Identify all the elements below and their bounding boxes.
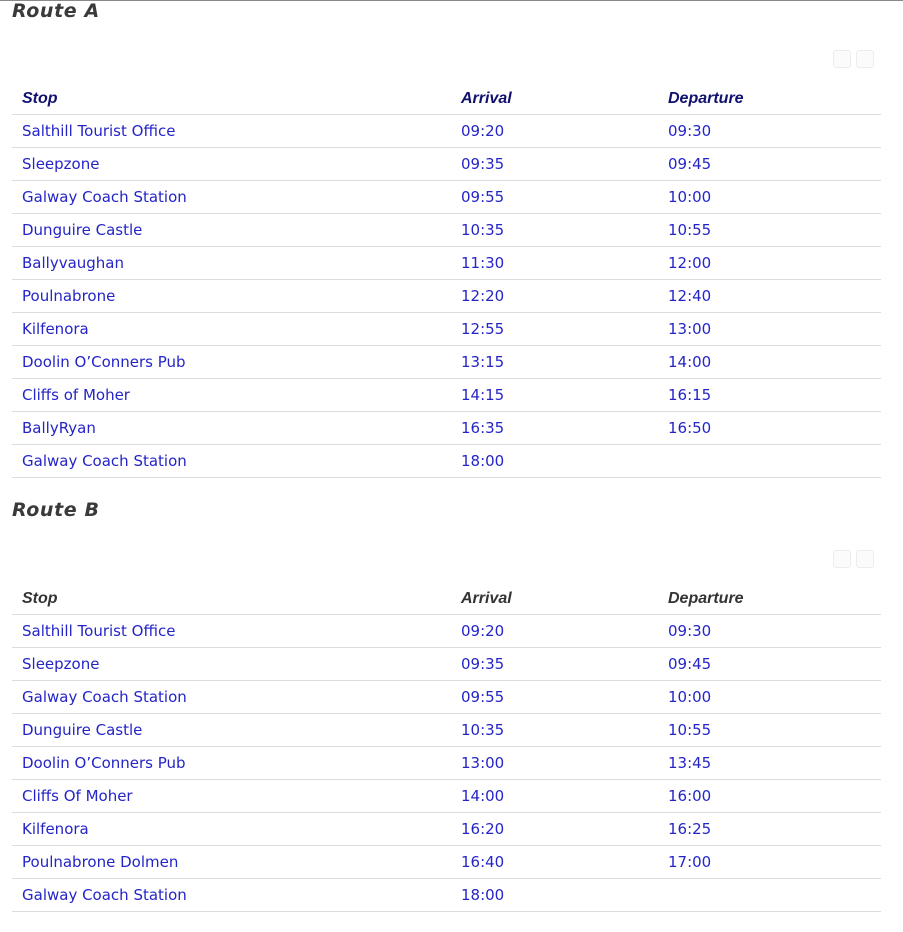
route-a-table-tools <box>833 50 874 68</box>
departure-cell: 09:30 <box>658 115 881 148</box>
departure-cell <box>658 445 881 478</box>
departure-cell: 10:00 <box>658 181 881 214</box>
table-row <box>12 412 881 445</box>
table-row <box>12 148 881 181</box>
stop-cell: Dunguire Castle <box>12 214 451 247</box>
arrival-cell: 09:20 <box>451 115 658 148</box>
table-row <box>12 747 881 780</box>
arrival-cell: 14:00 <box>451 780 658 813</box>
route-b-table-tools <box>833 550 874 568</box>
stop-cell: Galway Coach Station <box>12 681 451 714</box>
departure-cell: 10:00 <box>658 681 881 714</box>
arrival-column-header: Arrival <box>451 584 658 615</box>
departure-cell: 09:45 <box>658 148 881 181</box>
table-row <box>12 280 881 313</box>
table-row <box>12 181 881 214</box>
arrival-cell: 18:00 <box>451 445 658 478</box>
stop-cell: Kilfenora <box>12 313 451 346</box>
table-tool-button[interactable] <box>833 550 851 568</box>
table-row <box>12 813 881 846</box>
departure-cell: 12:40 <box>658 280 881 313</box>
arrival-cell: 09:20 <box>451 615 658 648</box>
table-row <box>12 313 881 346</box>
stop-cell: Doolin O’Conners Pub <box>12 747 451 780</box>
stop-cell: Salthill Tourist Office <box>12 115 451 148</box>
arrival-cell: 16:20 <box>451 813 658 846</box>
departure-cell: 16:15 <box>658 379 881 412</box>
route-a-timetable <box>12 84 881 478</box>
arrival-cell: 09:35 <box>451 148 658 181</box>
departure-cell: 09:45 <box>658 648 881 681</box>
table-row <box>12 780 881 813</box>
stop-cell: BallyRyan <box>12 412 451 445</box>
stop-cell: Kilfenora <box>12 813 451 846</box>
departure-cell: 10:55 <box>658 714 881 747</box>
stop-cell: Galway Coach Station <box>12 445 451 478</box>
stop-column-header: Stop <box>12 84 451 115</box>
departure-cell: 14:00 <box>658 346 881 379</box>
departure-cell <box>658 879 881 912</box>
departure-cell: 09:30 <box>658 615 881 648</box>
stop-column-header: Stop <box>12 584 451 615</box>
departure-cell: 16:50 <box>658 412 881 445</box>
stop-cell: Galway Coach Station <box>12 181 451 214</box>
departure-column-header: Departure <box>658 84 881 115</box>
arrival-cell: 16:35 <box>451 412 658 445</box>
table-row <box>12 247 881 280</box>
arrival-cell: 13:00 <box>451 747 658 780</box>
table-tool-button[interactable] <box>856 550 874 568</box>
table-row <box>12 115 881 148</box>
table-tool-button[interactable] <box>833 50 851 68</box>
departure-cell: 13:45 <box>658 747 881 780</box>
stop-cell: Ballyvaughan <box>12 247 451 280</box>
departure-cell: 13:00 <box>658 313 881 346</box>
departure-cell: 16:00 <box>658 780 881 813</box>
stop-cell: Salthill Tourist Office <box>12 615 451 648</box>
table-row <box>12 714 881 747</box>
table-header-row <box>12 84 881 115</box>
arrival-cell: 12:20 <box>451 280 658 313</box>
table-row <box>12 879 881 912</box>
table-header-row <box>12 584 881 615</box>
arrival-cell: 14:15 <box>451 379 658 412</box>
arrival-cell: 12:55 <box>451 313 658 346</box>
route-a-title: Route A <box>12 0 100 22</box>
arrival-column-header: Arrival <box>451 84 658 115</box>
departure-column-header: Departure <box>658 584 881 615</box>
stop-cell: Doolin O’Conners Pub <box>12 346 451 379</box>
departure-cell: 12:00 <box>658 247 881 280</box>
departure-cell: 16:25 <box>658 813 881 846</box>
arrival-cell: 16:40 <box>451 846 658 879</box>
table-tool-button[interactable] <box>856 50 874 68</box>
table-row <box>12 214 881 247</box>
table-row <box>12 379 881 412</box>
table-row <box>12 681 881 714</box>
stop-cell: Poulnabrone <box>12 280 451 313</box>
table-row <box>12 648 881 681</box>
route-b-timetable <box>12 584 881 912</box>
arrival-cell: 18:00 <box>451 879 658 912</box>
arrival-cell: 10:35 <box>451 714 658 747</box>
departure-cell: 17:00 <box>658 846 881 879</box>
table-row <box>12 615 881 648</box>
arrival-cell: 09:55 <box>451 181 658 214</box>
arrival-cell: 09:55 <box>451 681 658 714</box>
arrival-cell: 11:30 <box>451 247 658 280</box>
departure-cell: 10:55 <box>658 214 881 247</box>
stop-cell: Sleepzone <box>12 648 451 681</box>
stop-cell: Galway Coach Station <box>12 879 451 912</box>
table-row <box>12 445 881 478</box>
table-row <box>12 346 881 379</box>
stop-cell: Dunguire Castle <box>12 714 451 747</box>
table-row <box>12 846 881 879</box>
arrival-cell: 09:35 <box>451 648 658 681</box>
stop-cell: Cliffs of Moher <box>12 379 451 412</box>
arrival-cell: 10:35 <box>451 214 658 247</box>
arrival-cell: 13:15 <box>451 346 658 379</box>
route-b-title: Route B <box>12 499 100 521</box>
stop-cell: Sleepzone <box>12 148 451 181</box>
stop-cell: Cliffs Of Moher <box>12 780 451 813</box>
stop-cell: Poulnabrone Dolmen <box>12 846 451 879</box>
